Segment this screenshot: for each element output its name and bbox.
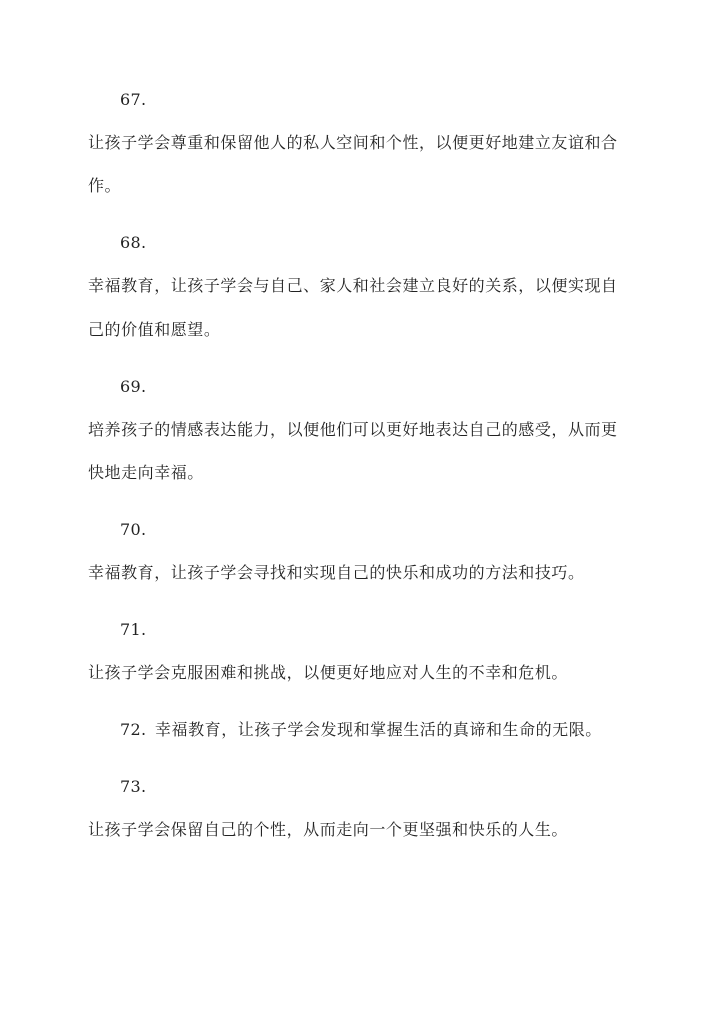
item-number-68: 68. [120,233,147,252]
item-number-73: 73. [120,777,147,796]
item-text-67-line-1: 让孩子学会尊重和保留他人的私人空间和个性，以便更好地建立友谊和合 [88,133,618,152]
item-number-67: 67. [120,90,147,109]
item-number-69: 69. [120,377,147,396]
item-text-69-line-1: 培养孩子的情感表达能力，以便他们可以更好地表达自己的感受，从而更 [88,420,618,439]
item-text-69-line-2: 快地走向幸福。 [88,463,204,482]
item-text-72-inline: 幸福教育，让孩子学会发现和掌握生活的真谛和生命的无限。 [155,720,602,739]
item-number-71: 71. [120,620,147,639]
item-text-70-line-1: 幸福教育，让孩子学会寻找和实现自己的快乐和成功的方法和技巧。 [88,563,585,582]
item-text-73-line-1: 让孩子学会保留自己的个性，从而走向一个更坚强和快乐的人生。 [88,820,568,839]
item-text-71-line-1: 让孩子学会克服困难和挑战，以便更好地应对人生的不幸和危机。 [88,663,568,682]
item-number-72: 72. [120,720,147,739]
item-text-68-line-2: 己的价值和愿望。 [88,320,221,339]
item-text-67-line-2: 作。 [88,176,122,195]
item-number-70: 70. [120,520,147,539]
item-text-68-line-1: 幸福教育，让孩子学会与自己、家人和社会建立良好的关系，以便实现自 [88,276,618,295]
